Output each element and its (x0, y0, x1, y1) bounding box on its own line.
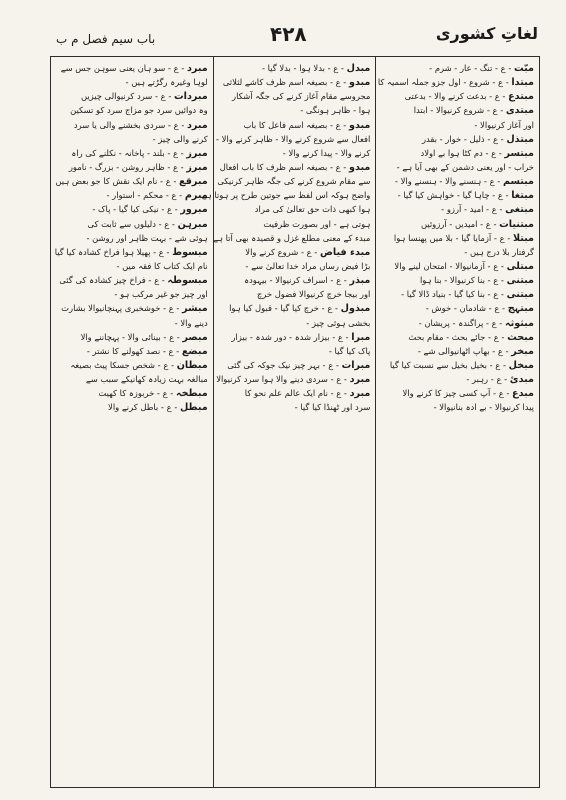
entry-definition: اور چیز جو غیر مرکب ہو - (114, 289, 208, 300)
page-header (50, 22, 538, 54)
entry-definition: ہوا - ظاہر ہونگی - (300, 105, 371, 116)
entry-definition: - ع - شخص جسکا پیٹ بصیغہ (70, 359, 177, 370)
entry-headword: مبتنی (506, 275, 534, 287)
entry-definition: بخشی ہوئی چیز - (306, 317, 371, 328)
entry-definition: - ع - دلیلوں سے ثابت کی (87, 218, 178, 229)
entry-definition: - ع - آزمایا گیا - بلا میں پھنسا ہوا (393, 232, 513, 243)
entry-headword: مبخل (508, 359, 534, 371)
entry-headword: مبرم (184, 190, 208, 202)
entry-definition: - ع - اسراف کرنیوالا - بیہودہ (244, 275, 350, 286)
entry-headword: مبدء فیاض (320, 246, 371, 258)
dictionary-entry (56, 400, 208, 414)
dictionary-entry (381, 273, 534, 287)
entry-continuation (219, 89, 371, 103)
chapter-heading: باب سیم فصل م ب (56, 32, 156, 46)
entry-continuation (56, 259, 208, 273)
dictionary-entry (381, 287, 534, 301)
entry-continuation (56, 103, 208, 117)
dictionary-entry (381, 146, 534, 160)
entry-definition: - ع - بدلا ہوا - بدلا گیا - (261, 63, 347, 73)
entry-headword: مبسوط (172, 246, 208, 258)
entry-continuation (219, 344, 371, 358)
entry-headword: مبذر (349, 275, 371, 287)
entry-continuation (219, 316, 371, 330)
entry-definition: وہ دوائیں سرد جو مزاج سرد کو تسکین (70, 105, 208, 116)
dictionary-entry (381, 89, 534, 103)
dictionary-entry (381, 174, 534, 188)
entry-headword: مبردات (174, 91, 208, 103)
entry-definition: ہوا کبھی ذات حق تعالیٰ کی مراد (254, 204, 371, 215)
entry-definition: - ع - فراخ چیز کشادہ کی گئی (59, 275, 168, 286)
column-middle (201, 57, 377, 787)
dictionary-entry (381, 372, 534, 386)
entry-continuation (213, 231, 371, 245)
entry-headword: مبتذل (506, 133, 534, 145)
entry-definition: بڑا فیض رساں مراد خدا تعالیٰ سے - (245, 260, 371, 271)
dictionary-entry (56, 330, 208, 344)
entry-headword: مبضع (181, 345, 208, 357)
entry-definition: - ع - سردی دینے والا ہوا سرد کرنیوالا (216, 374, 350, 385)
entry-definition: - ع - نام ایک نقش کا جو بعض ہیں (55, 176, 180, 187)
entry-definition: - ع - بینائی والا - پہچاننے والا (80, 331, 183, 342)
entry-continuation (219, 174, 371, 188)
entry-headword: مبدل (346, 63, 371, 74)
dictionary-entry (219, 386, 371, 400)
dictionary-entry (381, 330, 534, 344)
entry-continuation (219, 287, 371, 301)
entry-definition: - ع - سرد کرنیوالی چیزیں (80, 91, 175, 102)
entry-definition: ہوئی شے - بہت ظاہر اور روشن - (86, 232, 208, 243)
entry-continuation (381, 160, 534, 174)
entry-continuation (56, 231, 208, 245)
entry-headword: مبرد (349, 388, 371, 400)
entry-continuation (56, 316, 208, 330)
entry-headword: مبرقع (179, 176, 208, 188)
entry-definition: اور آغاز کرنیوالا - (474, 119, 534, 130)
entry-headword: مبرز (186, 147, 208, 159)
entry-headword: مبرور (180, 204, 208, 216)
entry-definition: - ع - محکم - استوار - (106, 190, 185, 201)
entry-definition: - ع - بدعت کرنے والا - بدعتی (404, 91, 509, 102)
entry-headword: مبدع (512, 388, 534, 400)
entry-definition: - ع - امید - آرزو - (441, 204, 506, 215)
entry-definition: - ع - باطل کرنے والا (108, 402, 180, 413)
entry-continuation (219, 146, 371, 160)
entry-headword: مبتغا (511, 190, 534, 202)
entry-headword: مبطل (179, 402, 208, 414)
entry-definition: مبدء کے معنی مطلع غزل و قصیدہ بھی آتا ہے (213, 232, 371, 243)
entry-continuation (56, 372, 208, 386)
entry-headword: مبرد (186, 63, 208, 74)
dictionary-entry (56, 118, 208, 132)
entry-definition: - ع - بصیغہ اسم ظرف کاشے لثلاثی (222, 77, 349, 88)
entry-definition: - ع - بنا کیا گیا - بنیاد ڈالا گیا - (401, 289, 507, 300)
entries-frame (50, 56, 540, 788)
column-left (51, 57, 214, 787)
dictionary-entry (56, 160, 208, 174)
entry-headword: مبذول (340, 303, 371, 315)
entry-headword: مبرا (351, 331, 371, 343)
column-right (376, 57, 539, 787)
entry-definition: - ع - بیزار شدہ - دور شدہ - بیزار (231, 331, 352, 342)
entry-definition: - ع - نصد کھولنے کا نشتر - (86, 345, 182, 356)
entry-definition: - ع - خوشخبری پہنچانیوالا بشارت (61, 303, 183, 314)
entry-headword: مبرد (186, 119, 208, 131)
entry-headword: مبتدا (511, 77, 534, 89)
dictionary-entry (381, 217, 534, 231)
dictionary-entry (216, 372, 371, 386)
entry-definition: - ع - خرچ کیا گیا - قبول کیا ہوا (229, 303, 341, 314)
dictionary-entry (219, 160, 371, 174)
entry-headword: مبطان (176, 359, 208, 371)
entry-definition: - ع - جائے بحث - مقام بحث (408, 331, 508, 342)
entry-headword: مبدو (348, 161, 371, 173)
entry-headword: مبرات (341, 359, 371, 371)
entry-definition: مجروسے مقام آغاز کرنے کی جگہ آشکار (232, 91, 371, 102)
entry-headword: مبتلا (512, 232, 534, 244)
dictionary-entry (56, 202, 208, 216)
entry-continuation (216, 132, 371, 146)
entry-headword: مبشر (182, 303, 208, 315)
entry-definition: سے مقام شروع کرنے کی جگہ ظاہر کرنیکی (217, 176, 371, 187)
entry-headword: مبسوطہ (167, 275, 208, 287)
entry-definition: - ع - تنگ - عار - شرم - (429, 63, 514, 73)
entry-definition: کرنے والا - پیدا کرنے والا - (282, 147, 371, 158)
entry-continuation (381, 245, 534, 259)
entry-definition: - ع - خربوزہ کا کھیت (98, 388, 176, 399)
dictionary-entry (381, 316, 534, 330)
dictionary-entry (381, 344, 534, 358)
entry-headword: مبرز (186, 161, 208, 173)
entry-headword: مبتہج (507, 303, 534, 315)
entry-headword: مبتنیات (499, 218, 534, 230)
dictionary-entry (56, 174, 208, 188)
entry-definition: - ع - بہر چیز نیک جوکہ کی گئی (227, 359, 342, 370)
entry-definition: - ع - بلند - پاخانہ - نکلنے کی راہ (71, 147, 187, 158)
dictionary-entry (219, 358, 371, 372)
dictionary-entry (56, 61, 208, 75)
entry-headword: مبدو (348, 77, 371, 89)
entry-definition: - ع - ظاہر روشن - بزرگ - نامور (68, 161, 187, 172)
entry-headword: مبحث (507, 331, 534, 343)
dictionary-entry (381, 386, 534, 400)
entry-continuation (381, 118, 534, 132)
dictionary-entry (219, 118, 371, 132)
entry-definition: مبالغہ بہت زیادہ کھانیکے سبب سے (85, 374, 208, 385)
entry-definition: - ع - بخیل بخیل سے نسبت کیا گیا (389, 359, 509, 370)
entry-continuation (219, 400, 371, 414)
entry-continuation (219, 103, 371, 117)
entry-headword: مبتدی (505, 105, 534, 117)
entry-definition: - ع - نیکی کیا گیا - پاک - (92, 204, 181, 215)
entry-definition: - ع - سردی بخشنے والی یا سرد (73, 119, 187, 130)
entry-definition: - ع - بصیغہ اسم فاعل کا باب (243, 119, 349, 130)
entry-continuation (56, 132, 208, 146)
entry-definition: - ع - ذلیل - خوار - بقدر (421, 133, 507, 144)
dictionary-entry (56, 301, 208, 315)
entry-headword: مبثوثہ (504, 317, 534, 329)
entry-headword: مبتلی (506, 260, 534, 272)
dictionary-entry (56, 344, 208, 358)
entry-headword: مبتسم (502, 176, 534, 188)
entry-headword: مبتنی (506, 289, 534, 301)
entry-headword: مبخر (511, 345, 534, 357)
entry-headword: مبصر (182, 331, 208, 343)
entry-continuation (219, 202, 371, 216)
entry-continuation (56, 287, 208, 301)
entry-headword: مبدو (348, 119, 371, 131)
entry-headword: مبدئ (509, 374, 534, 386)
entry-headword: مبتسر (504, 147, 534, 159)
entry-continuation (381, 400, 534, 414)
entry-definition: - ع - شروع کرنیوالا - ابتدا (413, 105, 506, 116)
entry-definition: - ع - رہبر - (466, 374, 510, 385)
dictionary-entry (381, 188, 534, 202)
dictionary-entry (381, 259, 534, 273)
entry-definition: - ع - شروع کرنے والا (245, 246, 320, 257)
dictionary-entry (56, 188, 208, 202)
dictionary-entry (377, 75, 534, 89)
dictionary-entry (219, 75, 371, 89)
dictionary-entry (56, 386, 208, 400)
dictionary-entry (219, 273, 371, 287)
entry-definition: - ع - پھیلا ہوا فراخ کشادہ کیا گیا (54, 246, 173, 257)
entry-definition: - ع - امیدیں - آرزوئیں (420, 218, 500, 229)
entry-definition: - ع - شادمان - خوش - (425, 303, 508, 314)
entry-definition: لوہا وغیرہ رگڑتے ہیں - (125, 77, 208, 88)
page-number: ۴۲۸ (270, 22, 307, 46)
entry-definition: - ع - آپ کسی چیز کا کرنے والا (402, 388, 513, 399)
entry-definition: - ع - سو ہان یعنی سوہن جس سے (60, 63, 187, 73)
entry-definition: کرنے والی چیز - (152, 133, 208, 144)
entry-definition: سرد اور ٹھنڈا کیا گیا - (294, 402, 371, 413)
entry-continuation (201, 188, 371, 202)
dictionary-entry (56, 273, 208, 287)
entry-definition: - ع - نام ایک عالم علم نحو کا (244, 388, 350, 399)
dictionary-entry (219, 61, 371, 75)
entry-continuation (219, 217, 371, 231)
entry-definition: اور بیجا خرچ کرنیوالا فضول خرچ (256, 289, 371, 300)
dictionary-entry (381, 231, 534, 245)
entry-headword: مبّت (513, 63, 534, 74)
entry-definition: ہوتی ہے - اور بصورت ظرفیت (263, 218, 371, 229)
dictionary-entry (56, 245, 208, 259)
entry-definition: - ع - بھاپ اٹھانیوالی شے - (417, 345, 512, 356)
entry-definition: گرفتار بلا درج ہیں - (464, 246, 534, 257)
entry-definition: نام ایک کتاب کا فقہ میں - (116, 260, 208, 271)
dictionary-entry (56, 217, 208, 231)
entry-headword: مبتدع (508, 91, 534, 103)
entry-headword: مبتغی (505, 204, 534, 216)
dictionary-entry (381, 358, 534, 372)
entry-continuation (219, 259, 371, 273)
entry-definition: - ع - دم کٹا ہوا بے اولاد (420, 147, 505, 158)
entry-headword: مبطخہ (175, 388, 208, 400)
dictionary-entry (56, 89, 208, 103)
entry-definition: دینے والا - (174, 317, 208, 328)
entry-definition: پاک کیا گیا - (328, 345, 371, 356)
entry-definition: - ع - ہنسنے والا - ہنسنے والا - (394, 176, 503, 187)
entry-definition: - ع - شروع - اول جزو جملہ اسمیہ کا (377, 77, 512, 88)
dictionary-entry (219, 301, 371, 315)
dictionary-entry (381, 103, 534, 117)
dictionary-entry (381, 132, 534, 146)
entry-definition: - ع - بصیغہ اسم ظرف کا باب افعال (219, 161, 349, 172)
entry-definition: پیدا کرنیوالا - بے ادہ بنانیوالا - (433, 402, 534, 413)
dictionary-entry (56, 146, 208, 160)
entry-definition: افعال سے شروع کرنے والا - ظاہر کرنے والا - (216, 133, 371, 144)
entry-definition: - ع - پراگندہ - پریشان - (418, 317, 505, 328)
entry-definition: خراب - اور یعنی دشمن کے بھی آیا ہے - (396, 161, 534, 172)
entry-continuation (56, 75, 208, 89)
entry-definition: - ع - آزمانیوالا - امتحان لینے والا (394, 260, 507, 271)
entry-definition: واضح ہوکہ اس لفظ سے جوتین طرح پر ہوتا ہے (201, 190, 371, 201)
dictionary-entry (381, 61, 534, 75)
entry-headword: مبرہن (177, 218, 208, 230)
dictionary-entry (219, 330, 371, 344)
dictionary-entry (219, 245, 371, 259)
entry-definition: - ع - بنا کرنیوالا - بنا ہوا (419, 275, 507, 286)
entry-definition: - ع - چاہا گیا - خواہش کیا گیا - (397, 190, 512, 201)
dictionary-entry (56, 358, 208, 372)
book-title: لغاتِ کشوری (435, 24, 538, 43)
entry-headword: مبرد (349, 374, 371, 386)
dictionary-entry (381, 301, 534, 315)
dictionary-entry (381, 202, 534, 216)
